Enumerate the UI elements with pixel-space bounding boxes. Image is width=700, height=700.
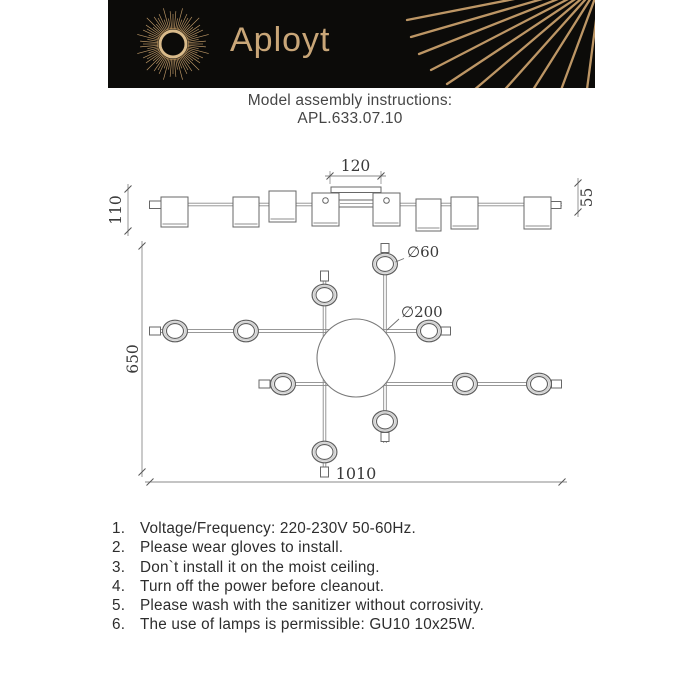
- subtitle: Model assembly instructions:: [247, 92, 453, 109]
- instruction-text: Voltage/Frequency: 220-230V 50-60Hz.: [140, 520, 416, 537]
- svg-text:650: 650: [124, 344, 142, 374]
- svg-text:120: 120: [340, 157, 371, 175]
- instruction-item: [112, 538, 484, 557]
- top-view-drawing: [124, 241, 567, 486]
- brand-name: Aployt: [230, 21, 331, 59]
- model-number: APL.633.07.10: [297, 109, 403, 127]
- instruction-item: [112, 558, 484, 577]
- svg-text:∅200: ∅200: [401, 303, 443, 321]
- svg-text:∅60: ∅60: [407, 243, 440, 261]
- svg-text:55: 55: [578, 187, 596, 208]
- instruction-number: 3.: [112, 558, 126, 576]
- svg-text:1010: 1010: [335, 464, 377, 483]
- instruction-item: [112, 596, 484, 615]
- instruction-item: [112, 519, 484, 538]
- svg-text:110: 110: [107, 195, 125, 225]
- instructions-list: [112, 519, 484, 635]
- instruction-text: Turn off the power before cleanout.: [140, 577, 385, 595]
- instruction-number: 1.: [112, 520, 126, 537]
- side-view-drawing: [107, 157, 596, 236]
- instruction-item: [112, 615, 484, 634]
- instruction-text: Don`t install it on the moist ceiling.: [140, 558, 380, 576]
- instruction-number: 6.: [112, 616, 126, 634]
- instruction-text: Please wash with the sanitizer without corrosivity.: [140, 597, 485, 615]
- instruction-number: 5.: [112, 597, 126, 615]
- instruction-text: The use of lamps is permissible: GU10 10x25W.: [140, 616, 476, 634]
- instruction-number: 4.: [112, 577, 126, 595]
- instruction-text: Please wear gloves to install.: [140, 539, 344, 557]
- instruction-item: [112, 577, 484, 596]
- instruction-number: 2.: [112, 539, 126, 557]
